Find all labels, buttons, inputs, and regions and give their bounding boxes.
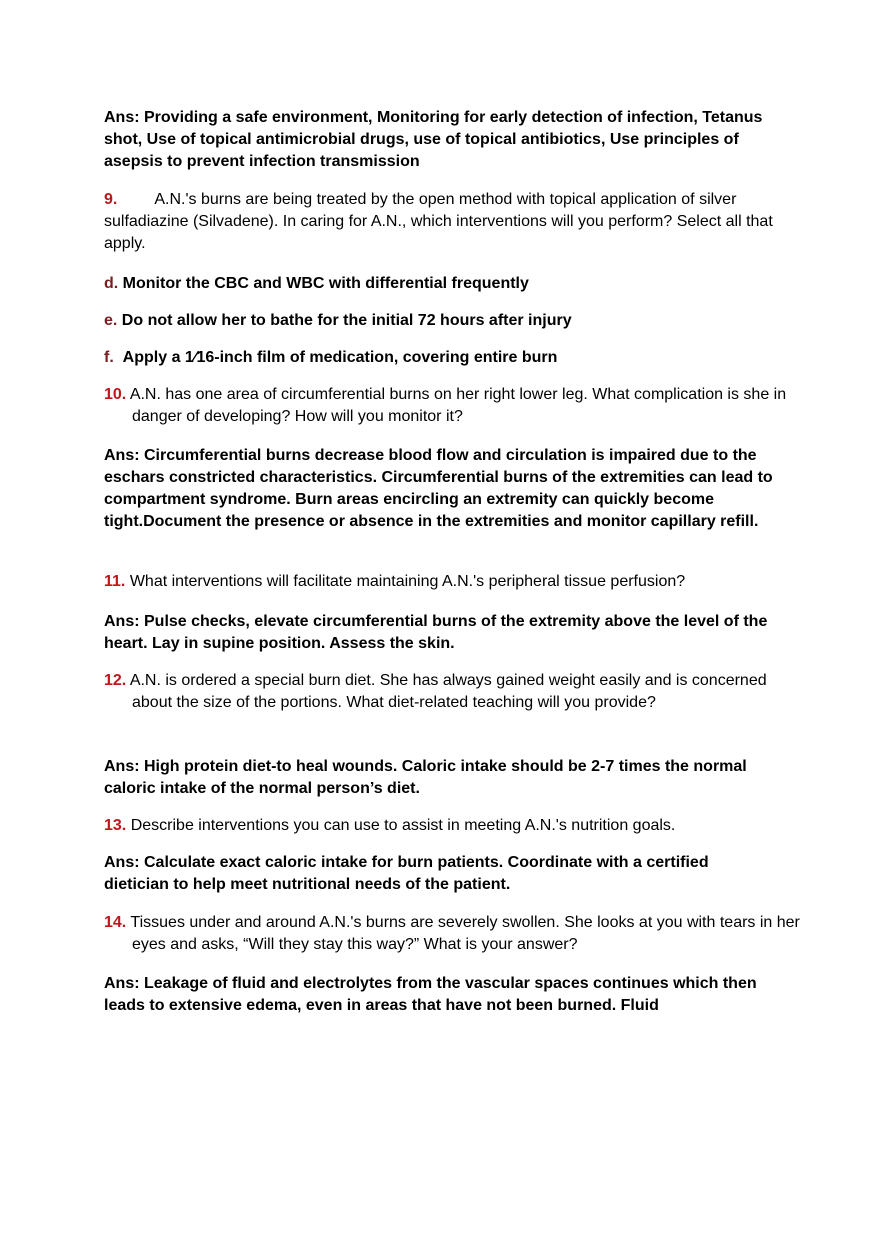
answer-8: Ans: Providing a safe environment, Monitoring for early detection of infection, Tetanus shot, Use of topical antimicrobial drugs, use of topical antibiotics, Use principles of asepsis to prevent infection transmission <box>104 109 763 170</box>
question-12 <box>104 670 804 714</box>
question-12-number: 12. <box>104 672 127 689</box>
question-9-text: A.N.'s burns are being treated by the open method with topical application of silver sulfadiazine (Silvadene). In caring for A.N., which interventions will you perform? Select all that apply. <box>104 191 773 252</box>
option-e-letter: e. <box>104 312 118 329</box>
option-d <box>104 273 776 295</box>
option-f-letter: f. <box>104 349 114 366</box>
question-9 <box>104 189 776 255</box>
question-12-text: A.N. is ordered a special burn diet. She has always gained weight easily and is concerned about the size of the portions. What diet-related teaching will you provide? <box>129 672 767 711</box>
question-14-text: Tissues under and around A.N.'s burns are severely swollen. She looks at you with tears in her eyes and asks, “Will they stay this way?” What is your answer? <box>130 914 800 953</box>
question-13-number: 13. <box>104 817 127 834</box>
question-13-text: Describe interventions you can use to assist in meeting A.N.'s nutrition goals. <box>130 817 676 834</box>
option-f <box>104 347 776 369</box>
option-d-letter: d. <box>104 275 119 292</box>
question-14 <box>104 912 804 956</box>
question-11 <box>104 571 776 593</box>
answer-13: Ans: Calculate exact caloric intake for burn patients. Coordinate with a certified dietician to help meet nutritional needs of the patient. <box>104 854 709 893</box>
answer-14: Ans: Leakage of fluid and electrolytes from the vascular spaces continues which then leads to extensive edema, even in areas that have not been burned. Fluid <box>104 975 757 1014</box>
question-13 <box>104 815 776 837</box>
option-d-text: Monitor the CBC and WBC with differential frequently <box>122 275 529 292</box>
question-11-text: What interventions will facilitate maintaining A.N.'s peripheral tissue perfusion? <box>129 573 686 590</box>
option-f-text: Apply a 1⁄16-inch film of medication, covering entire burn <box>122 349 558 366</box>
answer-11: Ans: Pulse checks, elevate circumferential burns of the extremity above the level of the heart. Lay in supine position. Assess the skin. <box>104 613 768 652</box>
answer-12: Ans: High protein diet-to heal wounds. Caloric intake should be 2-7 times the normal caloric intake of the normal person’s diet. <box>104 758 747 797</box>
question-10-text: A.N. has one area of circumferential burns on her right lower leg. What complication is she in danger of developing? How will you monitor it? <box>129 386 787 425</box>
question-10 <box>104 384 804 428</box>
answer-10: Ans: Circumferential burns decrease blood flow and circulation is impaired due to the eschars constricted characteristics. Circumferential burns of the extremities can lead to compartment syndrome. Burn areas encircling an extremity can quickly become tight.Document the presence or absence in the extremities and monitor capillary refill. <box>104 447 773 530</box>
option-e-text: Do not allow her to bathe for the initial 72 hours after injury <box>121 312 572 329</box>
question-11-number: 11. <box>104 573 126 590</box>
question-14-number: 14. <box>104 914 127 931</box>
question-9-number: 9. <box>104 191 118 208</box>
option-e <box>104 310 776 332</box>
question-10-number: 10. <box>104 386 127 403</box>
